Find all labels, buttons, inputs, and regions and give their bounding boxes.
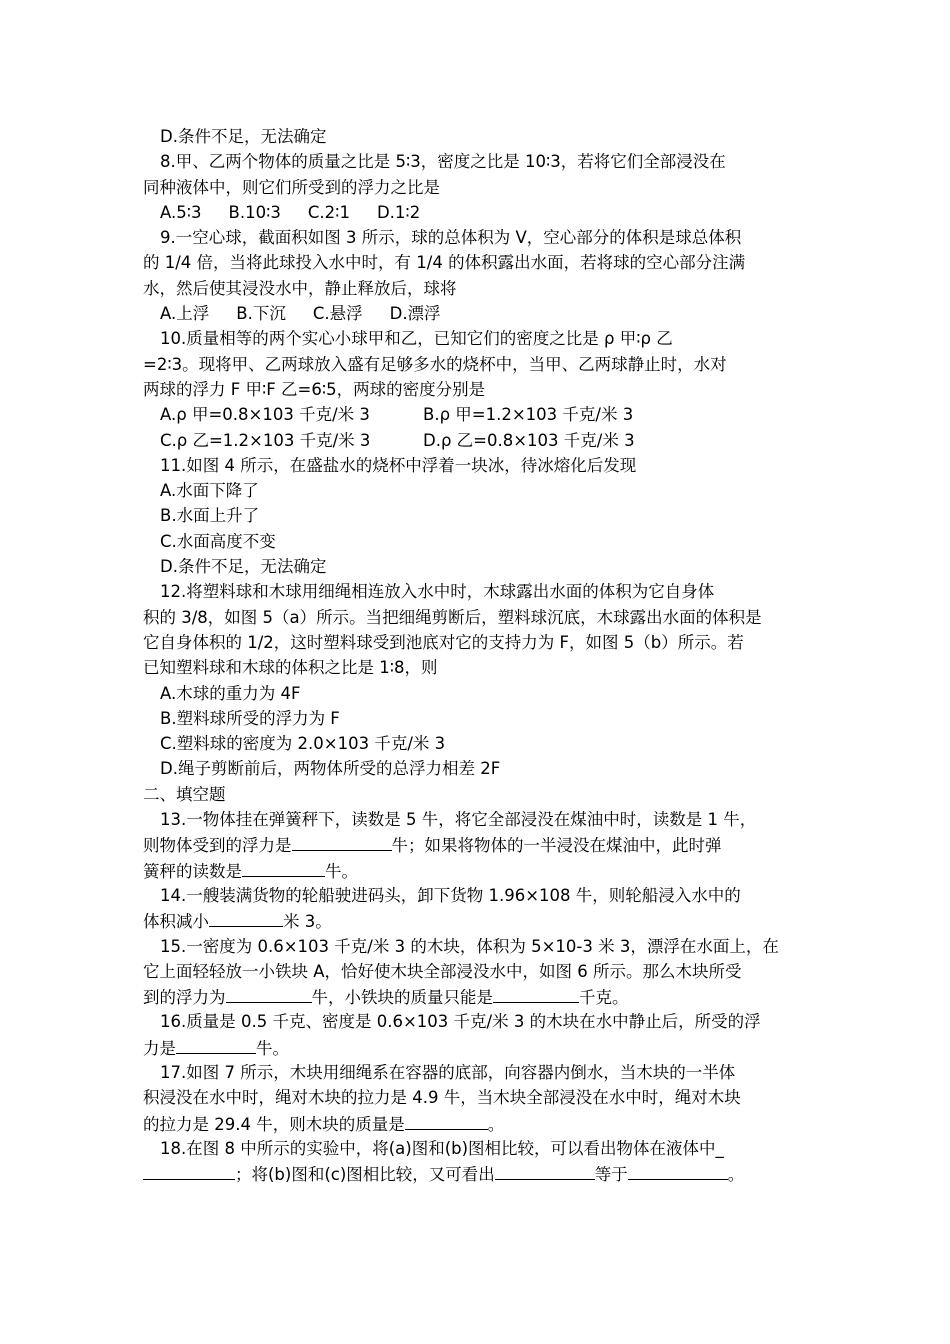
q13-blank-1[interactable] xyxy=(292,832,392,851)
q12-option-c: C.塑料球的密度为 2.0×103 千克/米 3 xyxy=(160,734,446,754)
q12-stem-line2: 积的 3/8，如图 5（a）所示。当把细绳剪断后，塑料球沉底，木球露出水面的体积是 xyxy=(143,607,762,627)
q16-line1: 16.质量是 0.5 千克、密度是 0.6×103 千克/米 3 的木块在水中静止后，所受的浮 xyxy=(160,1012,761,1032)
q10-stem-line1: 10.质量相等的两个实心小球甲和乙，已知它们的密度之比是 ρ 甲∶ρ 乙 xyxy=(160,329,673,349)
q17-blank[interactable] xyxy=(405,1111,488,1130)
q12-option-d: D.绳子剪断前后，两物体所受的总浮力相差 2F xyxy=(160,759,501,779)
q12-stem-line4: 已知塑料球和木球的体积之比是 1∶8，则 xyxy=(143,658,438,678)
q9-option-c: C.悬浮 xyxy=(312,304,363,324)
q9-option-d: D.漂浮 xyxy=(389,304,441,324)
q11-stem: 11.如图 4 所示，在盛盐水的烧杯中浮着一块冰，待冰熔化后发现 xyxy=(160,455,637,475)
q15-text: 牛，小铁块的质量只能是 xyxy=(311,988,493,1008)
q15-text: 到的浮力为 xyxy=(143,988,226,1008)
document-page xyxy=(143,124,818,1186)
q8-option-b: B.10∶3 xyxy=(228,202,281,222)
q17-text: 。 xyxy=(487,1114,505,1134)
q9-stem-line3: 水，然后使其浸没水中，静止释放后，球将 xyxy=(143,278,457,298)
q11-option-a: A.水面下降了 xyxy=(160,481,259,501)
q16-text: 牛。 xyxy=(256,1038,289,1058)
q18-blank-2[interactable] xyxy=(495,1161,595,1180)
q17-line3 xyxy=(143,1111,818,1136)
q7-option-d: D.条件不足，无法确定 xyxy=(160,127,327,146)
q10-option-b: B.ρ 甲=1.2×103 千克/米 3 xyxy=(423,405,634,425)
q15-blank-2[interactable] xyxy=(493,984,579,1003)
q14-line1: 14.一艘装满货物的轮船驶进码头，卸下货物 1.96×108 牛，则轮船浸入水中的 xyxy=(160,885,741,905)
q8-stem-line1: 8.甲、乙两个物体的质量之比是 5∶3，密度之比是 10∶3，若将它们全部浸没在 xyxy=(160,152,726,172)
q18-blank-3[interactable] xyxy=(628,1161,728,1180)
q9-stem-line2: 的 1/4 倍，当将此球投入水中时，有 1/4 的体积露出水面，若将球的空心部分注满 xyxy=(143,253,746,273)
q13-blank-2[interactable] xyxy=(242,858,325,877)
q10-option-d: D.ρ 乙=0.8×103 千克/米 3 xyxy=(423,430,635,450)
q10-option-c: C.ρ 乙=1.2×103 千克/米 3 xyxy=(160,430,371,450)
q9-stem-line1: 9.一空心球，截面积如图 3 所示，球的总体积为 V，空心部分的体积是球总体积 xyxy=(160,228,742,248)
q13-line2 xyxy=(143,832,818,857)
q11-option-d: D.条件不足，无法确定 xyxy=(160,557,327,577)
q14-blank[interactable] xyxy=(209,908,283,927)
q15-line3 xyxy=(143,984,818,1009)
q10-options-row1 xyxy=(143,402,818,427)
q17-line2: 积浸没在水中时，绳对木块的拉力是 4.9 牛，当木块全部浸没在水中时，绳对木块 xyxy=(143,1088,741,1108)
q18-text: 等于 xyxy=(594,1165,628,1185)
q8-option-c: C.2∶1 xyxy=(307,202,350,222)
q10-stem-line3: 两球的浮力 F 甲∶F 乙=6∶5，两球的密度分别是 xyxy=(143,379,486,399)
q15-line2: 它上面轻轻放一小铁块 A，恰好使木块全部浸没水中，如图 6 所示。那么木块所受 xyxy=(143,961,742,981)
q17-text: 的拉力是 29.4 牛，则木块的质量是 xyxy=(143,1114,405,1134)
q11-option-b: B.水面上升了 xyxy=(160,506,260,526)
q14-text: 米 3。 xyxy=(283,912,332,932)
q13-text: 则物体受到的浮力是 xyxy=(143,836,292,856)
q18-text: ；将(b)图和(c)图相比较，又可看出 xyxy=(235,1165,495,1185)
q10-option-a: A.ρ 甲=0.8×103 千克/米 3 xyxy=(160,405,370,425)
q9-option-b: B.下沉 xyxy=(236,304,286,324)
q13-text: 牛；如果将物体的一半浸没在煤油中，此时弹 xyxy=(391,836,722,856)
q10-options-row2 xyxy=(143,428,818,453)
q14-line2 xyxy=(143,908,818,933)
q8-option-d: D.1∶2 xyxy=(376,202,421,222)
q18-line1: 18.在图 8 中所示的实验中，将(a)图和(b)图相比较，可以看出物体在液体中_ xyxy=(160,1138,724,1158)
q18-text: 。 xyxy=(727,1165,745,1185)
q11-option-c: C.水面高度不变 xyxy=(160,531,276,551)
q9-option-a: A.上浮 xyxy=(160,304,210,324)
q13-line1: 13.一物体挂在弹簧秤下，读数是 5 牛，将它全部浸没在煤油中时，读数是 1 牛， xyxy=(160,810,757,830)
q8-options xyxy=(143,200,818,225)
q13-text: 牛。 xyxy=(325,861,358,881)
q12-stem-line3: 它自身体积的 1/2，这时塑料球受到池底对它的支持力为 F，如图 5（b）所示。若 xyxy=(143,632,744,652)
q9-options xyxy=(143,301,818,326)
q15-line1: 15.一密度为 0.6×103 千克/米 3 的木块，体积为 5×10-3 米 3，漂浮在水面上，在 xyxy=(160,936,779,956)
q8-option-a: A.5∶3 xyxy=(160,202,202,222)
q15-text: 千克。 xyxy=(579,988,629,1008)
q16-line2 xyxy=(143,1035,818,1060)
section-heading: 二、填空题 xyxy=(143,784,226,804)
q12-option-a: A.木球的重力为 4F xyxy=(160,683,301,703)
q12-option-b: B.塑料球所受的浮力为 F xyxy=(160,708,340,728)
q18-blank-1[interactable] xyxy=(143,1161,235,1180)
q16-text: 力是 xyxy=(143,1038,176,1058)
q14-text: 体积减小 xyxy=(143,912,209,932)
q12-stem-line1: 12.将塑料球和木球用细绳相连放入水中时，木球露出水面的体积为它自身体 xyxy=(160,582,715,602)
q15-blank-1[interactable] xyxy=(226,984,312,1003)
q18-line2 xyxy=(143,1161,818,1186)
q10-stem-line2: =2∶3。现将甲、乙两球放入盛有足够多水的烧杯中，当甲、乙两球静止时，水对 xyxy=(143,354,727,374)
q8-stem-line2: 同种液体中，则它们所受到的浮力之比是 xyxy=(143,177,440,197)
q13-line3 xyxy=(143,858,818,883)
q17-line1: 17.如图 7 所示，木块用细绳系在容器的底部，向容器内倒水，当木块的一半体 xyxy=(160,1062,736,1082)
q16-blank[interactable] xyxy=(176,1035,256,1054)
q13-text: 簧秤的读数是 xyxy=(143,861,242,881)
